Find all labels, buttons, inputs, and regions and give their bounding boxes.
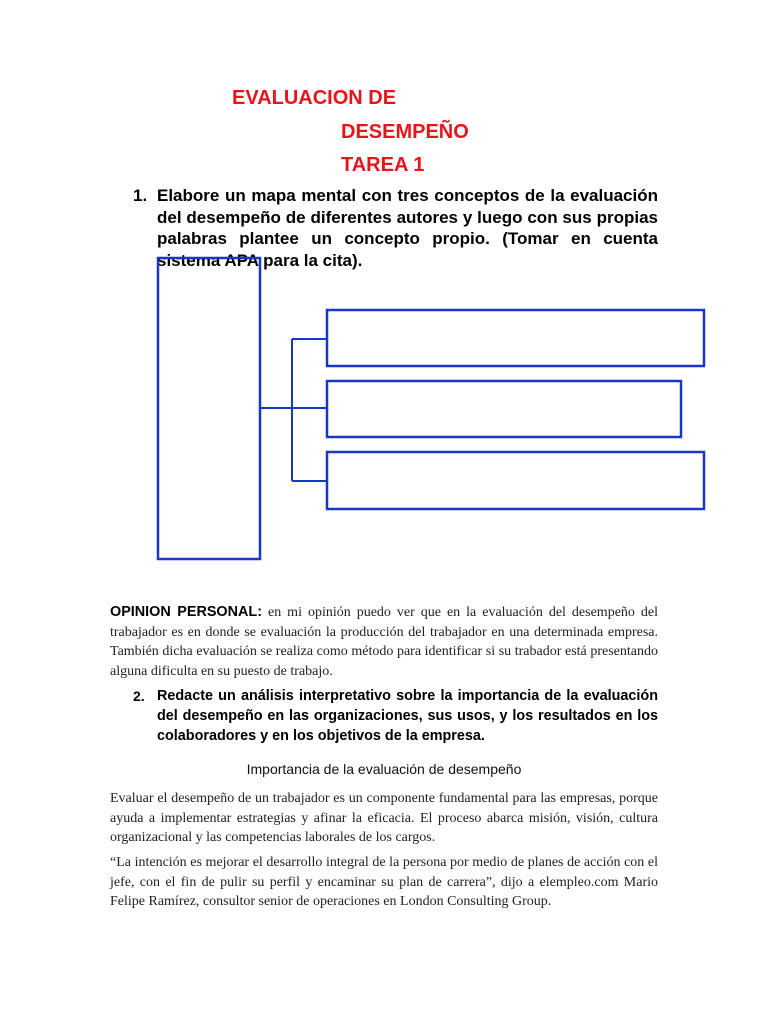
personal-opinion-paragraph: [110, 603, 658, 681]
title-line-1: EVALUACION DE: [232, 87, 397, 109]
opinion-label: OPINION PERSONAL:: [110, 604, 262, 620]
mind-map-branch-box-2: [327, 381, 681, 437]
opinion-text: en mi opinión puedo ver que en la evaluación del desempeño del trabajador es en donde se evaluación la producción del trabajador en una determinada empresa. También dicha evaluación se realiza como método para identificar si su trabador está presentando alguna dificulta en su puesto de trabajo.: [110, 605, 658, 679]
section-heading: Importancia de la evaluación de desempeño: [246, 761, 522, 777]
mind-map-central-box: [158, 258, 260, 559]
section-paragraph-1: Evaluar el desempeño de un trabajador es un componente fundamental para las empresas, porque ayuda a implementar estrategias y afinar la eficacia. El proceso abarca misión, visión, cultura organizacional y las competencias laborales de los cargos.: [110, 791, 658, 845]
section-paragraph-2: “La intención es mejorar el desarrollo integral de la persona por medio de planes de acción con el jefe, con el fin de pulir su perfil y encaminar su plan de carrera”, dijo a elempleo.com Mario Felipe Ramírez, consultor senior de operaciones en London Consulting Group.: [110, 855, 658, 909]
question-2-text: Redacte un análisis interpretativo sobre la importancia de la evaluación del desempeño en las organizaciones, sus usos, y los resultados en los colaboradores y en los objetivos de la empresa.: [157, 688, 658, 744]
title-line-2: DESEMPEÑO: [341, 121, 469, 143]
title-task: TAREA 1: [341, 154, 425, 176]
question-1-text: Elabore un mapa mental con tres conceptos de la evaluación del desempeño de diferentes autores y luego con sus propias palabras plantee un concepto propio. (Tomar en cuenta sistema APA para la cita).: [157, 186, 658, 270]
question-1-number: 1.: [133, 186, 148, 205]
mind-map-branch-box-3: [327, 452, 704, 509]
question-2-number: 2.: [133, 688, 145, 704]
mind-map-branch-box-1: [327, 310, 704, 366]
